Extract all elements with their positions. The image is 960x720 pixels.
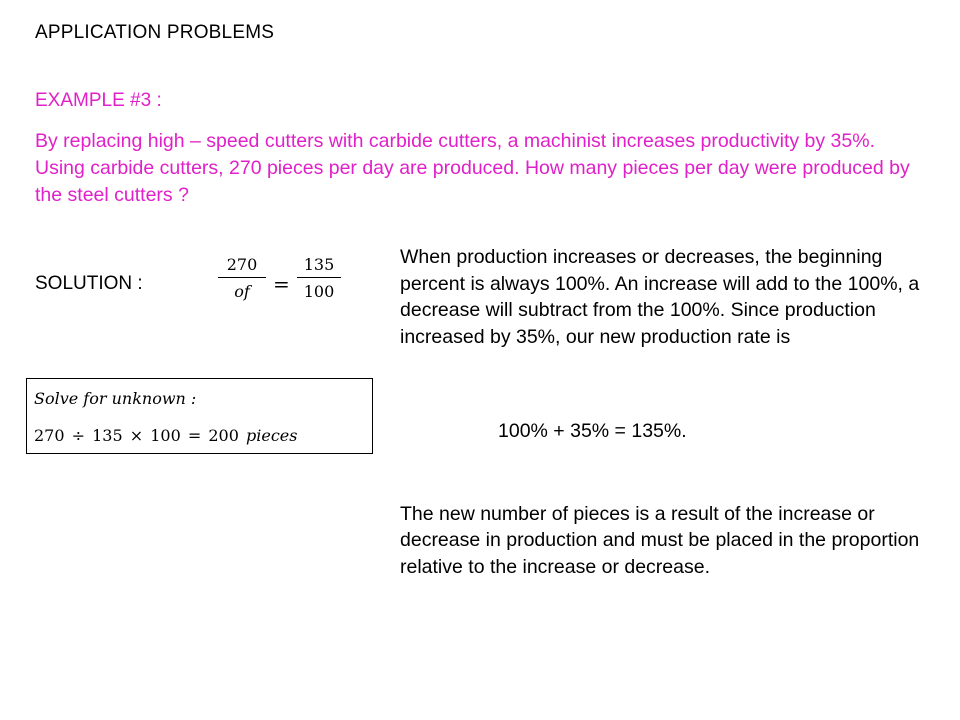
solve-box-equation: [34, 426, 297, 445]
explanation-formula: 100% + 35% = 135%.: [498, 420, 687, 442]
left-numerator: 270: [226, 255, 258, 274]
right-numerator: 135: [303, 255, 335, 274]
left-denominator: of: [234, 282, 250, 301]
proportion-right-fraction: [297, 255, 341, 301]
explanation-text-1: When production increases or decreases, the beginning percent is always 100%. An increase will add to the 100%, a decrease will subtract from the 100%. Since production increased by 35%, our new production rate is: [400, 246, 920, 348]
equation-expression: 270 ÷ 135 × 100 = 200: [34, 426, 239, 445]
explanation-paragraph-2: [400, 481, 920, 600]
explanation-paragraph-1: [400, 244, 920, 350]
solve-box: [26, 378, 373, 454]
page-heading: APPLICATION PROBLEMS: [35, 22, 275, 43]
solve-box-title: Solve for unknown :: [34, 389, 197, 408]
right-denominator: 100: [303, 282, 335, 301]
solution-label: SOLUTION :: [35, 273, 143, 294]
equation-unit: pieces: [245, 426, 298, 445]
problem-statement: By replacing high – speed cutters with carbide cutters, a machinist increases productivity by 35%. Using carbide cutters, 270 pieces per day are produced. How many pieces per day were produced by the steel cutters ?: [35, 130, 910, 206]
equals-sign: =: [273, 272, 290, 296]
example-label: EXAMPLE #3 :: [35, 90, 162, 111]
explanation-text-2: The new number of pieces is a result of the increase or decrease in production and must be placed in the proportion relative to the increase or decrease.: [400, 502, 920, 578]
proportion-left-fraction: [218, 255, 266, 301]
